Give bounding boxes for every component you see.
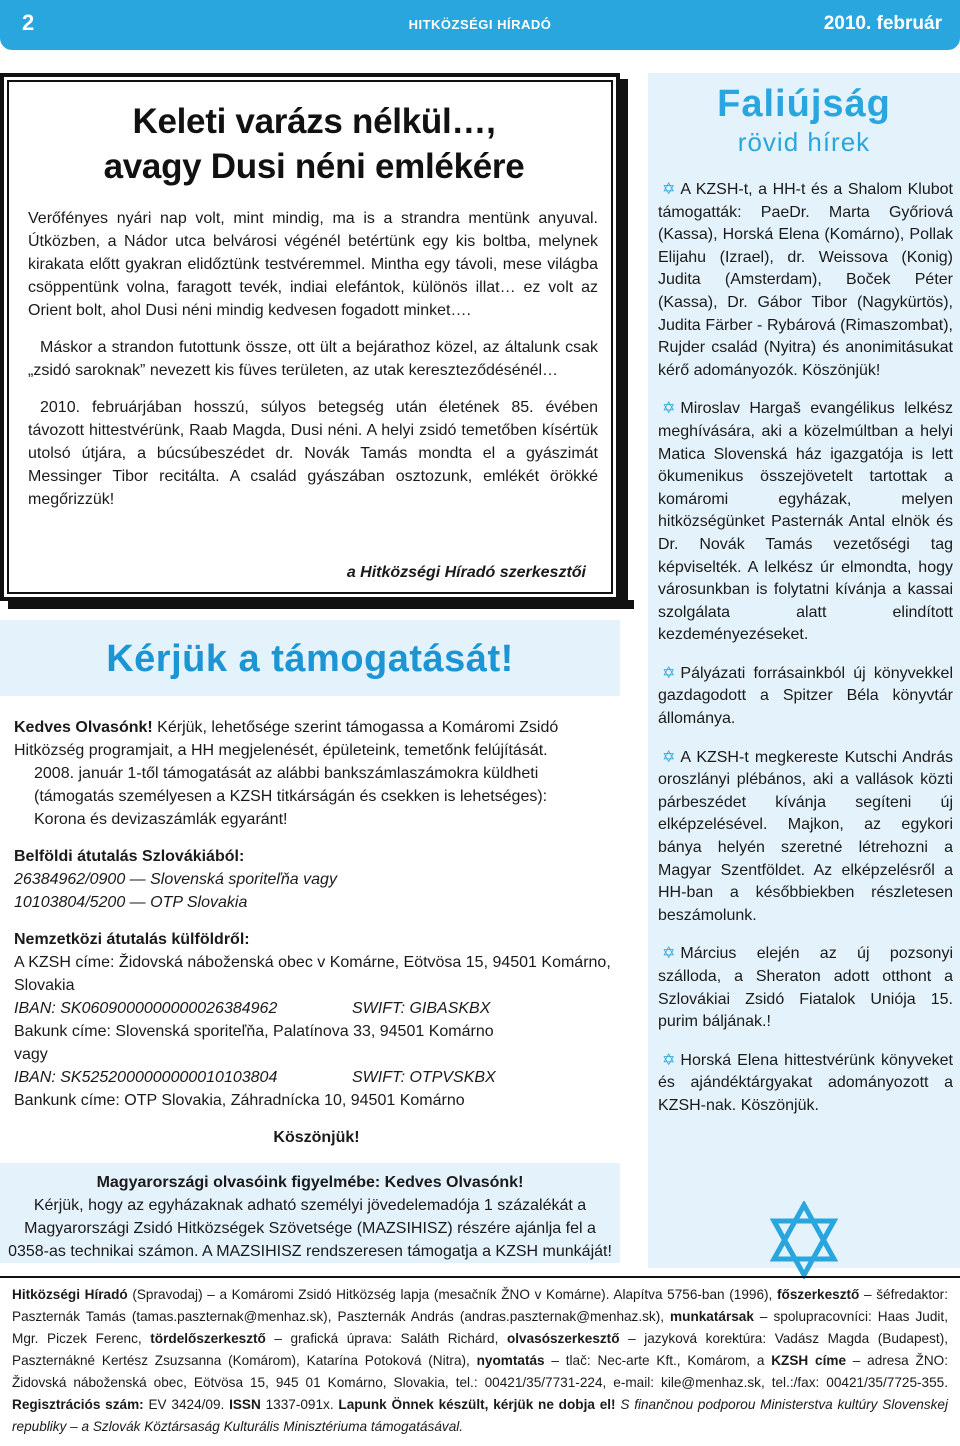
issue-date: 2010. február: [823, 13, 942, 34]
iban: IBAN: SK5252000000000010103804: [14, 1069, 278, 1086]
support-greeting: Kedves Olvasónk!: [14, 719, 153, 736]
memorial-paragraph: Máskor a strandon futottunk össze, ott ült a bejárathoz közel, az általunk csak „zsidó saroknak” nevezett kis füves területen, az utak kereszteződésénél…: [28, 339, 598, 379]
iban-line: [14, 1066, 619, 1089]
support-paragraph: Korona és devizaszámlák egyaránt!: [34, 811, 288, 828]
star-of-david-icon: [770, 1201, 838, 1279]
news-item: [658, 943, 953, 1033]
support-section: [14, 716, 619, 1149]
memorial-article: [0, 73, 620, 601]
page-number: 2: [22, 10, 35, 35]
star-of-david-icon: ✡: [662, 1051, 676, 1069]
news-item-text: Horská Elena hittestvérünk könyveket és ajándéktárgyakat adományozott a KZSH-nak. Köszönjük.: [658, 1051, 953, 1114]
memorial-paragraph: 2010. februárjában hosszú, súlyos betegség után életének 85. évében távozott hittestvérünk, Raab Magda, Dusi néni. A helyi zsidó temetőben kísértük utolsó útjára, a búcsúbeszédet dr. Novák Tamás mondta el a gyászimát Messinger Tibor recitálta. A család gyászában osztozunk, emlékét örökké megőrizzük!: [28, 399, 598, 508]
publication-name: HITKÖZSÉGI HÍRADÓ: [408, 17, 552, 32]
news-item-text: Pályázati forrásainkból új könyvekkel gazdagodott a Spitzer Béla könyvtár állománya.: [658, 664, 953, 728]
international-transfer-title: Nemzetközi átutalás külföldről:: [14, 931, 250, 948]
news-item: [658, 747, 953, 928]
star-of-david-icon: ✡: [662, 664, 676, 682]
star-of-david-icon: ✡: [662, 181, 676, 198]
thanks-text: Köszönjük!: [273, 1129, 360, 1146]
iban: IBAN: SK0609000000000026384962: [14, 1000, 278, 1017]
hungary-notice: [0, 1163, 620, 1263]
sidebar-title: Faliújság: [717, 83, 891, 125]
star-of-david-icon: ✡: [662, 748, 676, 766]
memorial-title-line2: avagy Dusi néni emlékére: [103, 147, 525, 186]
news-item: [658, 179, 953, 382]
domestic-transfer-title: Belföldi átutalás Szlovákiából:: [14, 848, 245, 865]
news-item-text: A KZSH-t, a HH-t és a Shalom Klubot támogatták: PaeDr. Marta Győriová (Kassa), Horská Elena (Komárno), Pollak Elijahu (Izrael), dr. Weissova (Konig) Judita (Amsterdam), Boček Péter (Kassa), Dr. Gábor Tibor (Nagykürtös), Judita Färber - Rybárová (Rimaszombat), Rujder család (Nyitra) és anonimitásukat kérő adományozók. Köszönjük!: [658, 181, 953, 379]
memorial-paragraph: Verőfényes nyári nap volt, mint mindig, ma is a strandra mentünk anyuval. Útközben, a Nádor utca belvárosi végénél betértünk egy kis boltba, melynek kirakata előtt gyakran elidőztünk testvéremmel. Mintha egy távoli, mese világba csöppentünk volna, faragott tevék, indiai elefántok, különös illat… ez volt az Orient bolt, ahol Dusi néni mindig kedvesen fogadott minket….: [28, 210, 598, 319]
support-paragraph: 2008. január 1-től támogatását az alábbi bankszámlaszámokra küldheti (támogatás személyesen a KZSH titkárságán és csekken is lehetséges):: [34, 765, 548, 805]
domestic-account: 10103804/5200 — OTP Slovakia: [14, 894, 248, 911]
page-header: [0, 0, 960, 50]
star-of-david-icon: ✡: [662, 945, 676, 963]
support-banner: [0, 620, 620, 696]
news-list: [658, 179, 953, 1134]
support-intro: [14, 716, 619, 762]
or-text: vagy: [14, 1046, 48, 1063]
imprint-text: Hitközségi Híradó (Spravodaj) – a Komáromi Zsidó Hitközség lapja (mesačník ŽNO v Komárne). Alapítva 5756-ban (1996), főszerkesztő – šéfredaktor: Paszternák Tamás (tamas.paszternak@menhaz.sk), Paszternák András (andras.paszternak@menhaz.sk), munkatársak – spolupracovníci: Haas Judit, Mgr. Piczek Ferenc, tördelőszerkesztő – grafická úprava: Saláth Richárd, olvasószerkesztő – jazyková korektúra: Vadász Magda (Budapest), Paszternákné Kertész Zsuzsanna (Komárom), Katarína Potoková (Nitra), nyomtatás – tlač: Nec-arte Kft., Komárom, a KZSH címe – adresa ŽNO: Židovská náboženská obec, Eötvösa 15, 945 01 Komárno, Slovakia, tel.: 00421/35/7731-224, e-mail: kile@menhaz.sk, tel.:/fax: 00421/35/7725-355. Regisztrációs szám: EV 3424/09. ISSN 1337-091x. Lapunk Önnek készült, kérjük ne dobja el! S finančnou podporou Ministerstva kultúry Slovenskej republiky – a Szlovák Köztársaság Kulturális Minisztériuma támogatásával.: [12, 1287, 948, 1434]
bank-address: Bankunk címe: OTP Slovakia, Záhradnícka 10, 94501 Komárno: [14, 1092, 465, 1109]
memorial-title: [34, 99, 594, 189]
sidebar-subtitle: rövid hírek: [737, 127, 871, 157]
news-sidebar: [648, 73, 960, 1268]
news-item-text: Miroslav Hargaš evangélikus lelkész meghívására, aki a közelmúltban a helyi Matica Slovenská ház igazgatója is lett ökumenikus összejövetelt tartottak a komáromi egyházak, melyen hitközségünket Pasternák Antal elnök és Dr. Novák Tamás vezetőségi tag képviselték. A lelkész úr elmondta, hogy városunkban is folytatni kívánja a kassai szolgálata alatt elindított kezdeményezéseket.: [658, 400, 953, 644]
news-item: [658, 1050, 953, 1118]
imprint: [0, 1276, 960, 1446]
news-item-text: A KZSH-t megkereste Kutschi András oroszlányi plébános, aki a vallások közti párbeszédet kívánja segíteni új elképzelésével. Majkon, az egykori bánya helyén szeretné létrehozni a Magyar Szentföldet. Az elképzelésről a HH-ban a későbbiekben részletesen beszámolunk.: [658, 748, 953, 924]
news-item: [658, 398, 953, 647]
support-intro-text: Kérjük, lehetősége szerint támogassa a Komáromi Zsidó Hitközség programjait, a HH megjelenését, épületeink, temetőnk felújítását.: [14, 719, 559, 759]
memorial-title-line1: Keleti varázs nélkül…,: [132, 102, 496, 141]
memorial-body: [28, 207, 598, 511]
swift: SWIFT: GIBASKBX: [352, 1000, 491, 1017]
swift: SWIFT: OTPVSKBX: [352, 1069, 496, 1086]
news-item-text: Március elején az új pozsonyi szálloda, a Sheraton adott otthont a Szlovákiai Zsidó Fiatalok Uniója 15. purim báljának.!: [658, 945, 953, 1031]
star-of-david-icon: ✡: [662, 400, 676, 418]
hungary-notice-text: Kérjük, hogy az egyházaknak adható személyi jövedelemadója 1 százalékát a Magyarországi Zsidó Hitközségek Szövetsége (MAZSIHISZ) részére ajánlja fel a 0358-as technikai számon. A MAZSIHISZ rendszeresen támogatja a KZSH munkáját!: [8, 1197, 612, 1260]
iban-line: [14, 997, 619, 1020]
hungary-notice-title: Magyarországi olvasóink figyelmébe: Kedves Olvasónk!: [96, 1174, 524, 1191]
memorial-signature: a Hitközségi Híradó szerkesztői: [346, 564, 586, 581]
bank-address: Bakunk címe: Slovenská sporiteľňa, Palatínova 33, 94501 Komárno: [14, 1023, 494, 1040]
news-item: [658, 663, 953, 731]
domestic-account: 26384962/0900 — Slovenská sporiteľňa vagy: [14, 871, 337, 888]
support-title: Kérjük a támogatását!: [106, 638, 514, 680]
kzsh-address: A KZSH címe: Židovská náboženská obec v Komárne, Eötvösa 15, 94501 Komárno, Slovakia: [14, 954, 611, 994]
